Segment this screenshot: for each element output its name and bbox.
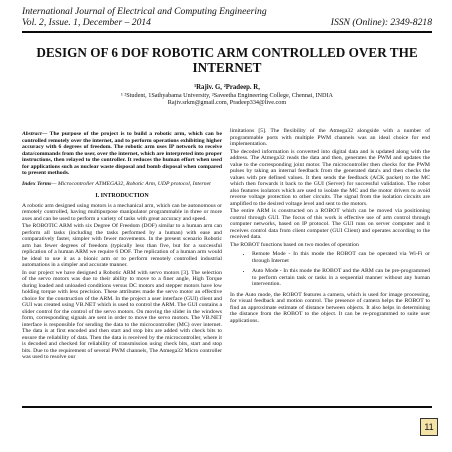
body-paragraph: In the Auto mode, the ROBOT features a camera, which is used for image processing, for visual feedback and motion control. The presence of camera helps the ROBOT to find an approximate estimate of distance between objects. It also helps in determining the distance from the ROBOT to the object. It can be re-programmed to suite user applications.	[230, 291, 430, 324]
journal-issn: ISSN (Online): 2349-8218	[330, 17, 432, 28]
intro-paragraph: In our project we have designed a Robotic ARM with servo motors [3]. The selection of the servo motors was due to their ability to move to a finer angle, High Torque during loaded and unloaded conditions versus DC motors and stepper motors have low holding torque with less precision. These attributes made the servo motor an effective choice for the construction of the ARM. In the project a user interface (GUI) client and GUI was created using VB.NET which is used to control the ARM. The GUI contains a slider control for the control of the servo motors. On moving the slider in the windows form, corresponding signals are sent in order to move the servo motors. The VB.NET interface is responsible for sending the data to the microcontroller (MC) over internet. The data is at first encoded and then start and stop bits are added with check bits to ensure the reliability of data. Then the data is received by the microcontroller, where it is decoded and checked for reliability of transmission using check bits, start and stop bits. Due to the requirement of several PWM channels, The Atmega32 Micro controller was used to resolve our	[22, 269, 222, 360]
author-emails: Rajiv.srkm@gmail.com, Pradeep334@live.com	[167, 99, 287, 107]
journal-volume-issue: Vol. 2, Issue. 1, December – 2014	[22, 17, 151, 28]
journal-volume-line	[22, 17, 432, 28]
journal-header	[22, 6, 432, 28]
author-names: ¹Rajiv. G, ²Pradeep. R,	[194, 84, 260, 91]
page-number: 11	[420, 418, 438, 436]
index-terms-text: — Microcontroller ATMEGA32, Robotic Arm, UDP protocol, Internet	[51, 180, 211, 187]
body-paragraph: The decoded information is converted into digital data and is updated along with the address. The Atmega32 reads the data and then, generates the PWM and updates the value to the corresponding joint motor. The microcontroller then checks for the PWM pulses by taking an internal feedback from the generated data's and then checks the values with pre defined values. It then sends the feedback (ACK packet) to the MC which then forwards it back to the GUI (Server) for successful validation. The robot also features isolators which are used to isolate the MC and the motor drivers to avoid reverse voltage protection to other circuits. The signal from the isolation circuits are amplified to the desired voltage level and sent to the motors.	[230, 148, 430, 207]
body-paragraph: The ROBOT functions based on two modes of operation	[230, 241, 359, 248]
index-terms-label: Index Terms	[22, 180, 52, 187]
intro-paragraph: The ROBOTIC ARM with six Degree Of Freedom (DOF) similar to a human arm can perform all tasks (including the tasks performed by a human) with ease and comparatively faster, simpler with fewer movements. In the present scenario Robotic arm has fewer degrees of freedom (typically less than five, but for a successful replication of a human ARM we require 6 DOF. The replication of a human arm would be ideal to use it as a bionic arm or to perform remotely controlled industrial automations in a simpler and accurate manner.	[22, 223, 222, 268]
author-block	[22, 84, 432, 107]
right-column	[230, 128, 430, 325]
paper-title: DESIGN OF 6 DOF ROBOTIC ARM CONTROLLED OVER THE INTERNET	[36, 45, 418, 75]
left-column	[22, 131, 222, 362]
abstract	[22, 131, 222, 177]
author-affiliation: ¹ ²Student, 1Sathyabama University, ²Saveetha Engineering College, Chennai, INDIA	[120, 91, 334, 99]
body-paragraph: limitations [5]. The flexibility of the Atmega32 alongside with a number of programmable ports with multiple PWM channels was an ideal choice for end implementation.	[230, 128, 430, 147]
journal-name: International Journal of Electrical and Computing Engineering	[22, 6, 267, 17]
mode-list-item: • Auto Mode - In this mode the ROBOT and the ARM can be pre-programmed to perform certain task or tasks in a sequential manner without any human intervention.	[252, 268, 430, 288]
intro-paragraph: A robotic arm designed using motors is a mechanical arm, which can be autonomous or remotely controlled, having multipurpose manipulator programmable in three or more axes and can be used to perform a variety of tasks with great accuracy and speed.	[22, 202, 222, 222]
body-paragraph: The entire ARM is constructed on a ROBOT which can be moved via positioning control through GUI. The focus of this work is effective use of arm control through computer networks, based on IP protocol. The GUI runs on server computer and it receives control data from client computer (GUI Client) and operates according to the received data.	[230, 208, 430, 240]
abstract-text: The purpose of the project is to build a robotic arm, which can be controlled remotely over the internet, and to perform operations exhibiting higher accuracy with 6 degrees of freedom. The robotic arm uses IP network to receive data/commands from the user, over the internet, which are interpreted into proper instructions, then relayed to the controller. It reduces the human effort when used for applications such as nuclear waste disposal and bomb disposal when compared to present methods.	[22, 131, 222, 176]
mode-list-item: • Remote Mode - In this mode the ROBOT can be operated via Wi-Fi or through Internet	[252, 251, 430, 264]
header-rule	[22, 31, 432, 33]
section-heading-introduction: I. INTRODUCTION	[95, 193, 149, 199]
abstract-label: Abstract—	[22, 131, 48, 137]
modes-list	[230, 251, 430, 288]
index-terms	[22, 181, 222, 188]
footer-rule	[22, 406, 432, 408]
